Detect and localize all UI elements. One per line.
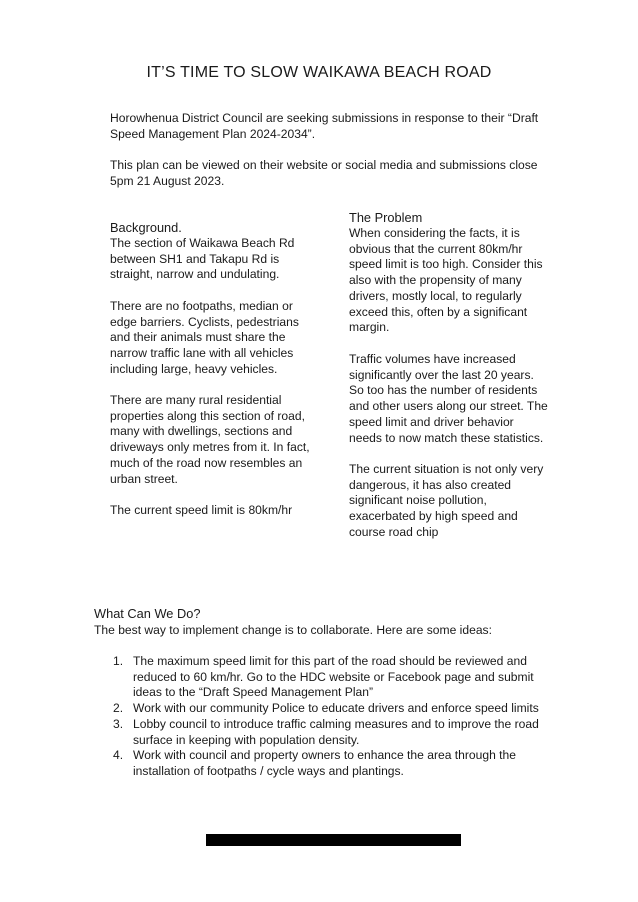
problem-paragraph-2: Traffic volumes have increased significantly over the last 20 years. So too has the number of residents and other users along our street. The speed limit and driver behavior needs to now match these statistics.	[349, 352, 548, 445]
list-item	[110, 717, 550, 748]
what-intro: The best way to implement change is to collaborate. Here are some ideas:	[94, 623, 492, 637]
intro-paragraph-2: This plan can be viewed on their website or social media and submissions close 5pm 21 August 2023.	[110, 158, 538, 188]
list-item-text: Work with our community Police to educate drivers and enforce speed limits	[133, 701, 539, 716]
redaction-bar	[206, 834, 461, 846]
list-item	[110, 654, 550, 701]
background-paragraph-3: There are many rural residential properties along this section of road, many with dwellings, sections and driveways only metres from it. In fact, much of the road now resembles an urban street.	[110, 393, 310, 486]
list-item-number: 4.	[113, 748, 124, 763]
list-item-text: The maximum speed limit for this part of the road should be reviewed and reduced to 60 km/hr. Go to the HDC website or Facebook page and submit ideas to the “Draft Speed Management Plan”	[133, 654, 534, 700]
problem-paragraph-1: When considering the facts, it is obvious that the current 80km/hr speed limit is too high. Consider this also with the propensity of many drivers, mostly local, to regularly exceed this, often by a significant margin.	[349, 226, 543, 335]
background-paragraph-4: The current speed limit is 80km/hr	[110, 503, 293, 517]
background-paragraph-2: There are no footpaths, median or edge barriers. Cyclists, pedestrians and their animals must share the narrow traffic lane with all vehicles including large, heavy vehicles.	[110, 299, 299, 376]
intro-paragraph-1: Horowhenua District Council are seeking submissions in response to their “Draft Speed Management Plan 2024-2034”.	[110, 111, 539, 141]
problem-paragraph-3: The current situation is not only very dangerous, it has also created significant noise pollution, exacerbated by high speed and course road chip	[349, 462, 544, 539]
list-item-text: Work with council and property owners to enhance the area through the installation of footpaths / cycle ways and plantings.	[133, 748, 516, 778]
problem-heading: The Problem	[349, 210, 423, 225]
ideas-list	[110, 654, 550, 780]
list-item	[110, 748, 550, 779]
list-item-number: 2.	[113, 701, 124, 716]
list-item-number: 3.	[113, 716, 124, 731]
list-item	[110, 701, 550, 717]
list-item-number: 1.	[113, 654, 124, 668]
page-title: IT’S TIME TO SLOW WAIKAWA BEACH ROAD	[146, 64, 492, 81]
list-item-text: Lobby council to introduce traffic calming measures and to improve the road surface in keeping with population density.	[133, 716, 539, 747]
what-heading: What Can We Do?	[94, 606, 201, 621]
background-heading: Background.	[110, 220, 182, 235]
background-paragraph-1: The section of Waikawa Beach Rd between SH1 and Takapu Rd is straight, narrow and undulating.	[110, 236, 295, 282]
